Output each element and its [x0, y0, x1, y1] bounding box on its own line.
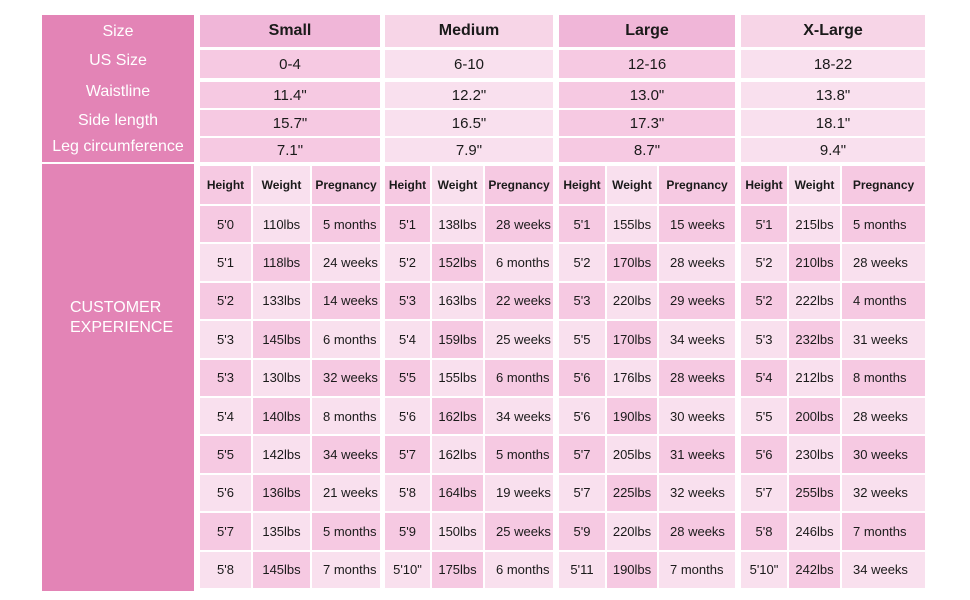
pregnancy-cell: 8 months [842, 360, 925, 396]
height-cell: 5'6 [385, 398, 430, 434]
pregnancy-cell: 22 weeks [485, 283, 553, 319]
weight-cell: 159lbs [432, 321, 483, 357]
side-length-cell: 16.5" [385, 110, 553, 136]
size-header: Small [200, 15, 380, 47]
weight-cell: 152lbs [432, 244, 483, 280]
side-length-cell: 15.7" [200, 110, 380, 136]
size-label: Size [102, 23, 134, 40]
weight-cell: 164lbs [432, 475, 483, 511]
subheader-pregnancy: Pregnancy [842, 166, 925, 204]
height-cell: 5'1 [559, 206, 605, 242]
subheader-height: Height [385, 166, 430, 204]
weight-cell: 110lbs [253, 206, 310, 242]
waistline-cell: 11.4" [200, 82, 380, 108]
pregnancy-cell: 14 weeks [312, 283, 380, 319]
subheader-pregnancy: Pregnancy [312, 166, 380, 204]
height-cell: 5'3 [200, 321, 251, 357]
weight-cell: 215lbs [789, 206, 840, 242]
weight-cell: 175lbs [432, 552, 483, 588]
pregnancy-cell: 28 weeks [659, 513, 735, 549]
weight-cell: 118lbs [253, 244, 310, 280]
label-divider [42, 162, 194, 164]
weight-cell: 255lbs [789, 475, 840, 511]
waistline-cell: 13.0" [559, 82, 735, 108]
subheader-weight: Weight [432, 166, 483, 204]
weight-cell: 220lbs [607, 283, 657, 319]
pregnancy-cell: 24 weeks [312, 244, 380, 280]
subheader-height: Height [741, 166, 787, 204]
us-size-cell: 6-10 [385, 50, 553, 78]
height-cell: 5'10" [385, 552, 430, 588]
weight-cell: 210lbs [789, 244, 840, 280]
height-cell: 5'10" [741, 552, 787, 588]
us-size-cell: 0-4 [200, 50, 380, 78]
weight-cell: 150lbs [432, 513, 483, 549]
weight-cell: 200lbs [789, 398, 840, 434]
size-header: Medium [385, 15, 553, 47]
height-cell: 5'0 [200, 206, 251, 242]
height-cell: 5'5 [741, 398, 787, 434]
height-cell: 5'7 [559, 436, 605, 472]
weight-cell: 225lbs [607, 475, 657, 511]
weight-cell: 140lbs [253, 398, 310, 434]
pregnancy-cell: 5 months [312, 513, 380, 549]
height-cell: 5'7 [200, 513, 251, 549]
weight-cell: 162lbs [432, 436, 483, 472]
height-cell: 5'9 [559, 513, 605, 549]
weight-cell: 205lbs [607, 436, 657, 472]
height-cell: 5'5 [559, 321, 605, 357]
leg-circumference-cell: 7.1" [200, 138, 380, 162]
subheader-weight: Weight [607, 166, 657, 204]
subheader-weight: Weight [789, 166, 840, 204]
height-cell: 5'2 [385, 244, 430, 280]
weight-cell: 135lbs [253, 513, 310, 549]
subheader-pregnancy: Pregnancy [659, 166, 735, 204]
customer-experience-label [70, 298, 173, 338]
pregnancy-cell: 6 months [485, 360, 553, 396]
pregnancy-cell: 31 weeks [842, 321, 925, 357]
customer-experience-line-2: EXPERIENCE [70, 319, 174, 336]
subheader-height: Height [559, 166, 605, 204]
pregnancy-cell: 28 weeks [842, 244, 925, 280]
height-cell: 5'3 [559, 283, 605, 319]
pregnancy-cell: 32 weeks [659, 475, 735, 511]
size-header: X-Large [741, 15, 925, 47]
weight-cell: 220lbs [607, 513, 657, 549]
height-cell: 5'4 [385, 321, 430, 357]
height-cell: 5'7 [385, 436, 430, 472]
leg-circumference-cell: 9.4" [741, 138, 925, 162]
weight-cell: 163lbs [432, 283, 483, 319]
pregnancy-cell: 5 months [842, 206, 925, 242]
pregnancy-cell: 25 weeks [485, 321, 553, 357]
weight-cell: 230lbs [789, 436, 840, 472]
height-cell: 5'5 [200, 436, 251, 472]
height-cell: 5'8 [200, 552, 251, 588]
pregnancy-cell: 28 weeks [485, 206, 553, 242]
weight-cell: 155lbs [432, 360, 483, 396]
side-length-cell: 17.3" [559, 110, 735, 136]
pregnancy-cell: 32 weeks [842, 475, 925, 511]
pregnancy-cell: 6 months [312, 321, 380, 357]
weight-cell: 190lbs [607, 552, 657, 588]
pregnancy-cell: 34 weeks [659, 321, 735, 357]
height-cell: 5'2 [741, 244, 787, 280]
height-cell: 5'6 [559, 398, 605, 434]
pregnancy-cell: 25 weeks [485, 513, 553, 549]
leg-circumference-cell: 7.9" [385, 138, 553, 162]
waistline-cell: 13.8" [741, 82, 925, 108]
weight-cell: 170lbs [607, 244, 657, 280]
us-size-cell: 12-16 [559, 50, 735, 78]
pregnancy-cell: 34 weeks [312, 436, 380, 472]
height-cell: 5'3 [385, 283, 430, 319]
weight-cell: 136lbs [253, 475, 310, 511]
height-cell: 5'4 [200, 398, 251, 434]
weight-cell: 170lbs [607, 321, 657, 357]
waistline-cell: 12.2" [385, 82, 553, 108]
height-cell: 5'8 [385, 475, 430, 511]
subheader-weight: Weight [253, 166, 310, 204]
pregnancy-cell: 28 weeks [842, 398, 925, 434]
pregnancy-cell: 7 months [659, 552, 735, 588]
pregnancy-cell: 7 months [312, 552, 380, 588]
weight-cell: 155lbs [607, 206, 657, 242]
height-cell: 5'6 [741, 436, 787, 472]
pregnancy-cell: 32 weeks [312, 360, 380, 396]
height-cell: 5'3 [741, 321, 787, 357]
pregnancy-cell: 31 weeks [659, 436, 735, 472]
pregnancy-cell: 21 weeks [312, 475, 380, 511]
weight-cell: 145lbs [253, 552, 310, 588]
row-label-column [42, 15, 194, 591]
height-cell: 5'1 [385, 206, 430, 242]
weight-cell: 190lbs [607, 398, 657, 434]
height-cell: 5'3 [200, 360, 251, 396]
height-cell: 5'5 [385, 360, 430, 396]
pregnancy-cell: 19 weeks [485, 475, 553, 511]
pregnancy-cell: 15 weeks [659, 206, 735, 242]
pregnancy-cell: 28 weeks [659, 360, 735, 396]
height-cell: 5'2 [741, 283, 787, 319]
us-size-cell: 18-22 [741, 50, 925, 78]
subheader-pregnancy: Pregnancy [485, 166, 553, 204]
pregnancy-cell: 8 months [312, 398, 380, 434]
size-header: Large [559, 15, 735, 47]
height-cell: 5'1 [741, 206, 787, 242]
pregnancy-cell: 5 months [312, 206, 380, 242]
height-cell: 5'11 [559, 552, 605, 588]
pregnancy-cell: 34 weeks [842, 552, 925, 588]
pregnancy-cell: 4 months [842, 283, 925, 319]
height-cell: 5'7 [559, 475, 605, 511]
height-cell: 5'2 [200, 283, 251, 319]
height-cell: 5'9 [385, 513, 430, 549]
pregnancy-cell: 34 weeks [485, 398, 553, 434]
side-length-label: Side length [77, 112, 159, 129]
weight-cell: 232lbs [789, 321, 840, 357]
weight-cell: 133lbs [253, 283, 310, 319]
weight-cell: 242lbs [789, 552, 840, 588]
weight-cell: 162lbs [432, 398, 483, 434]
pregnancy-cell: 5 months [485, 436, 553, 472]
weight-cell: 176lbs [607, 360, 657, 396]
pregnancy-cell: 7 months [842, 513, 925, 549]
weight-cell: 145lbs [253, 321, 310, 357]
pregnancy-cell: 30 weeks [842, 436, 925, 472]
leg-circumference-cell: 8.7" [559, 138, 735, 162]
height-cell: 5'6 [559, 360, 605, 396]
subheader-height: Height [200, 166, 251, 204]
pregnancy-cell: 29 weeks [659, 283, 735, 319]
us-size-label: US Size [89, 52, 147, 69]
weight-cell: 142lbs [253, 436, 310, 472]
waistline-label: Waistline [85, 83, 151, 100]
weight-cell: 138lbs [432, 206, 483, 242]
weight-cell: 130lbs [253, 360, 310, 396]
weight-cell: 246lbs [789, 513, 840, 549]
pregnancy-cell: 30 weeks [659, 398, 735, 434]
height-cell: 5'2 [559, 244, 605, 280]
weight-cell: 212lbs [789, 360, 840, 396]
side-length-cell: 18.1" [741, 110, 925, 136]
customer-experience-line-1: CUSTOMER [70, 299, 162, 316]
height-cell: 5'8 [741, 513, 787, 549]
height-cell: 5'7 [741, 475, 787, 511]
pregnancy-cell: 6 months [485, 552, 553, 588]
height-cell: 5'1 [200, 244, 251, 280]
leg-circumference-label: Leg circumference [52, 138, 184, 155]
weight-cell: 222lbs [789, 283, 840, 319]
pregnancy-cell: 28 weeks [659, 244, 735, 280]
height-cell: 5'6 [200, 475, 251, 511]
height-cell: 5'4 [741, 360, 787, 396]
pregnancy-cell: 6 months [485, 244, 553, 280]
